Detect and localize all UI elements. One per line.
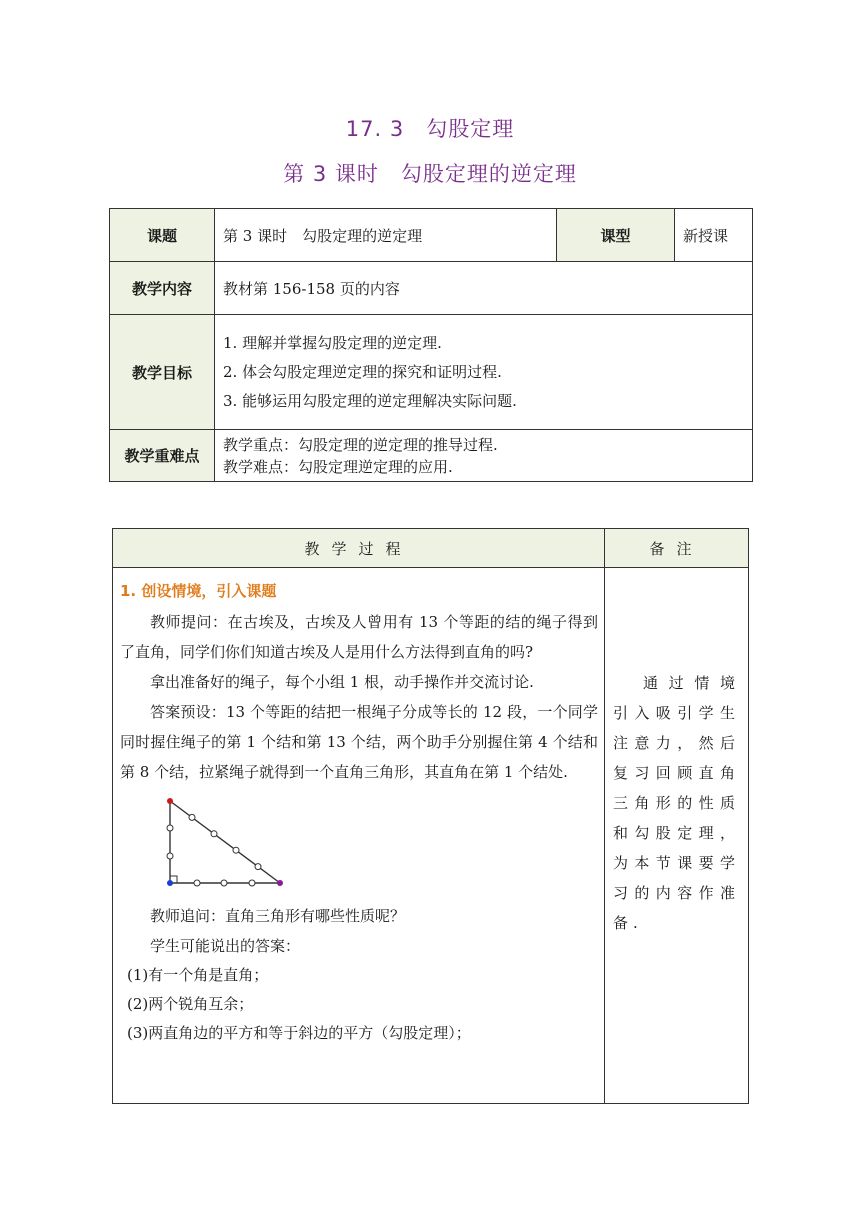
goals-list [215, 315, 753, 430]
content-label: 教学内容 [110, 262, 215, 315]
teaching-process-table [112, 528, 749, 1104]
knot-corner-blue [167, 880, 173, 886]
notes-cell [605, 568, 749, 1104]
content-value: 教材第 156-158 页的内容 [215, 262, 753, 315]
process-content [113, 568, 605, 1104]
section-heading: 1. 创设情境，引入课题 [120, 582, 277, 600]
answer-item: (1)有一个角是直角； [127, 966, 269, 984]
type-value: 新授课 [675, 209, 753, 262]
focus-label: 教学重难点 [110, 430, 215, 482]
paragraph-activity: 拿出准备好的绳子，每个小组 1 根，动手操作并交流讨论. [150, 673, 534, 691]
lesson-title: 第 3 课时 勾股定理的逆定理 [283, 162, 577, 186]
knot [255, 864, 261, 870]
knot-end-purple [277, 880, 283, 886]
answer-item: (2)两个锐角互余； [127, 995, 254, 1013]
paragraph-follow-up-question: 教师追问：直角三角形有哪些性质呢？ [150, 907, 406, 925]
type-label: 课型 [557, 209, 675, 262]
knot [194, 880, 200, 886]
lesson-info-table [109, 208, 753, 482]
topic-value: 第 3 课时 勾股定理的逆定理 [215, 209, 557, 262]
section-title: 17. 3 勾股定理 [345, 117, 515, 141]
knot [167, 825, 173, 831]
triangle-hypotenuse [170, 801, 280, 883]
notes-header: 备注 [605, 529, 749, 568]
knot-top-red [167, 798, 173, 804]
knot [249, 880, 255, 886]
focus-key-point: 教学重点：勾股定理的逆定理的推导过程. [223, 435, 498, 454]
note-text: 通过情境引入吸引学生注意力，然后复习回顾直角三角形的性质和勾股定理，为本节课要学习的内容作准备. [613, 674, 740, 932]
paragraph-answer: 答案预设：13 个等距的结把一根绳子分成等长的 12 段，一个同学同时握住绳子的第 1 个结和第 13 个结，两个助手分别握住第 4 个结和第 8 个结，拉紧绳子就得到一个直角三角形，其直角在第 1 个结处. [120, 703, 598, 781]
topic-label: 课题 [110, 209, 215, 262]
knot [189, 814, 195, 820]
knot [167, 853, 173, 859]
knot [233, 847, 239, 853]
knot [211, 831, 217, 837]
answer-item: (3)两直角边的平方和等于斜边的平方（勾股定理）； [127, 1024, 471, 1042]
rope-triangle-figure [158, 793, 288, 889]
process-header: 教学过程 [113, 529, 605, 568]
goal-item: 3. 能够运用勾股定理的逆定理解决实际问题. [223, 391, 517, 410]
goals-label: 教学目标 [110, 315, 215, 430]
goal-item: 1. 理解并掌握勾股定理的逆定理. [223, 333, 442, 352]
focus-difficulty: 教学难点：勾股定理逆定理的应用. [223, 457, 453, 476]
goal-item: 2. 体会勾股定理逆定理的探究和证明过程. [223, 362, 502, 381]
knot [221, 880, 227, 886]
focus-content [215, 430, 753, 482]
paragraph-teacher-question: 教师提问：在古埃及，古埃及人曾用有 13 个等距的结的绳子得到了直角，同学们你们知道古埃及人是用什么方法得到直角的吗? [120, 613, 598, 661]
paragraph-possible-answers: 学生可能说出的答案： [150, 937, 301, 955]
